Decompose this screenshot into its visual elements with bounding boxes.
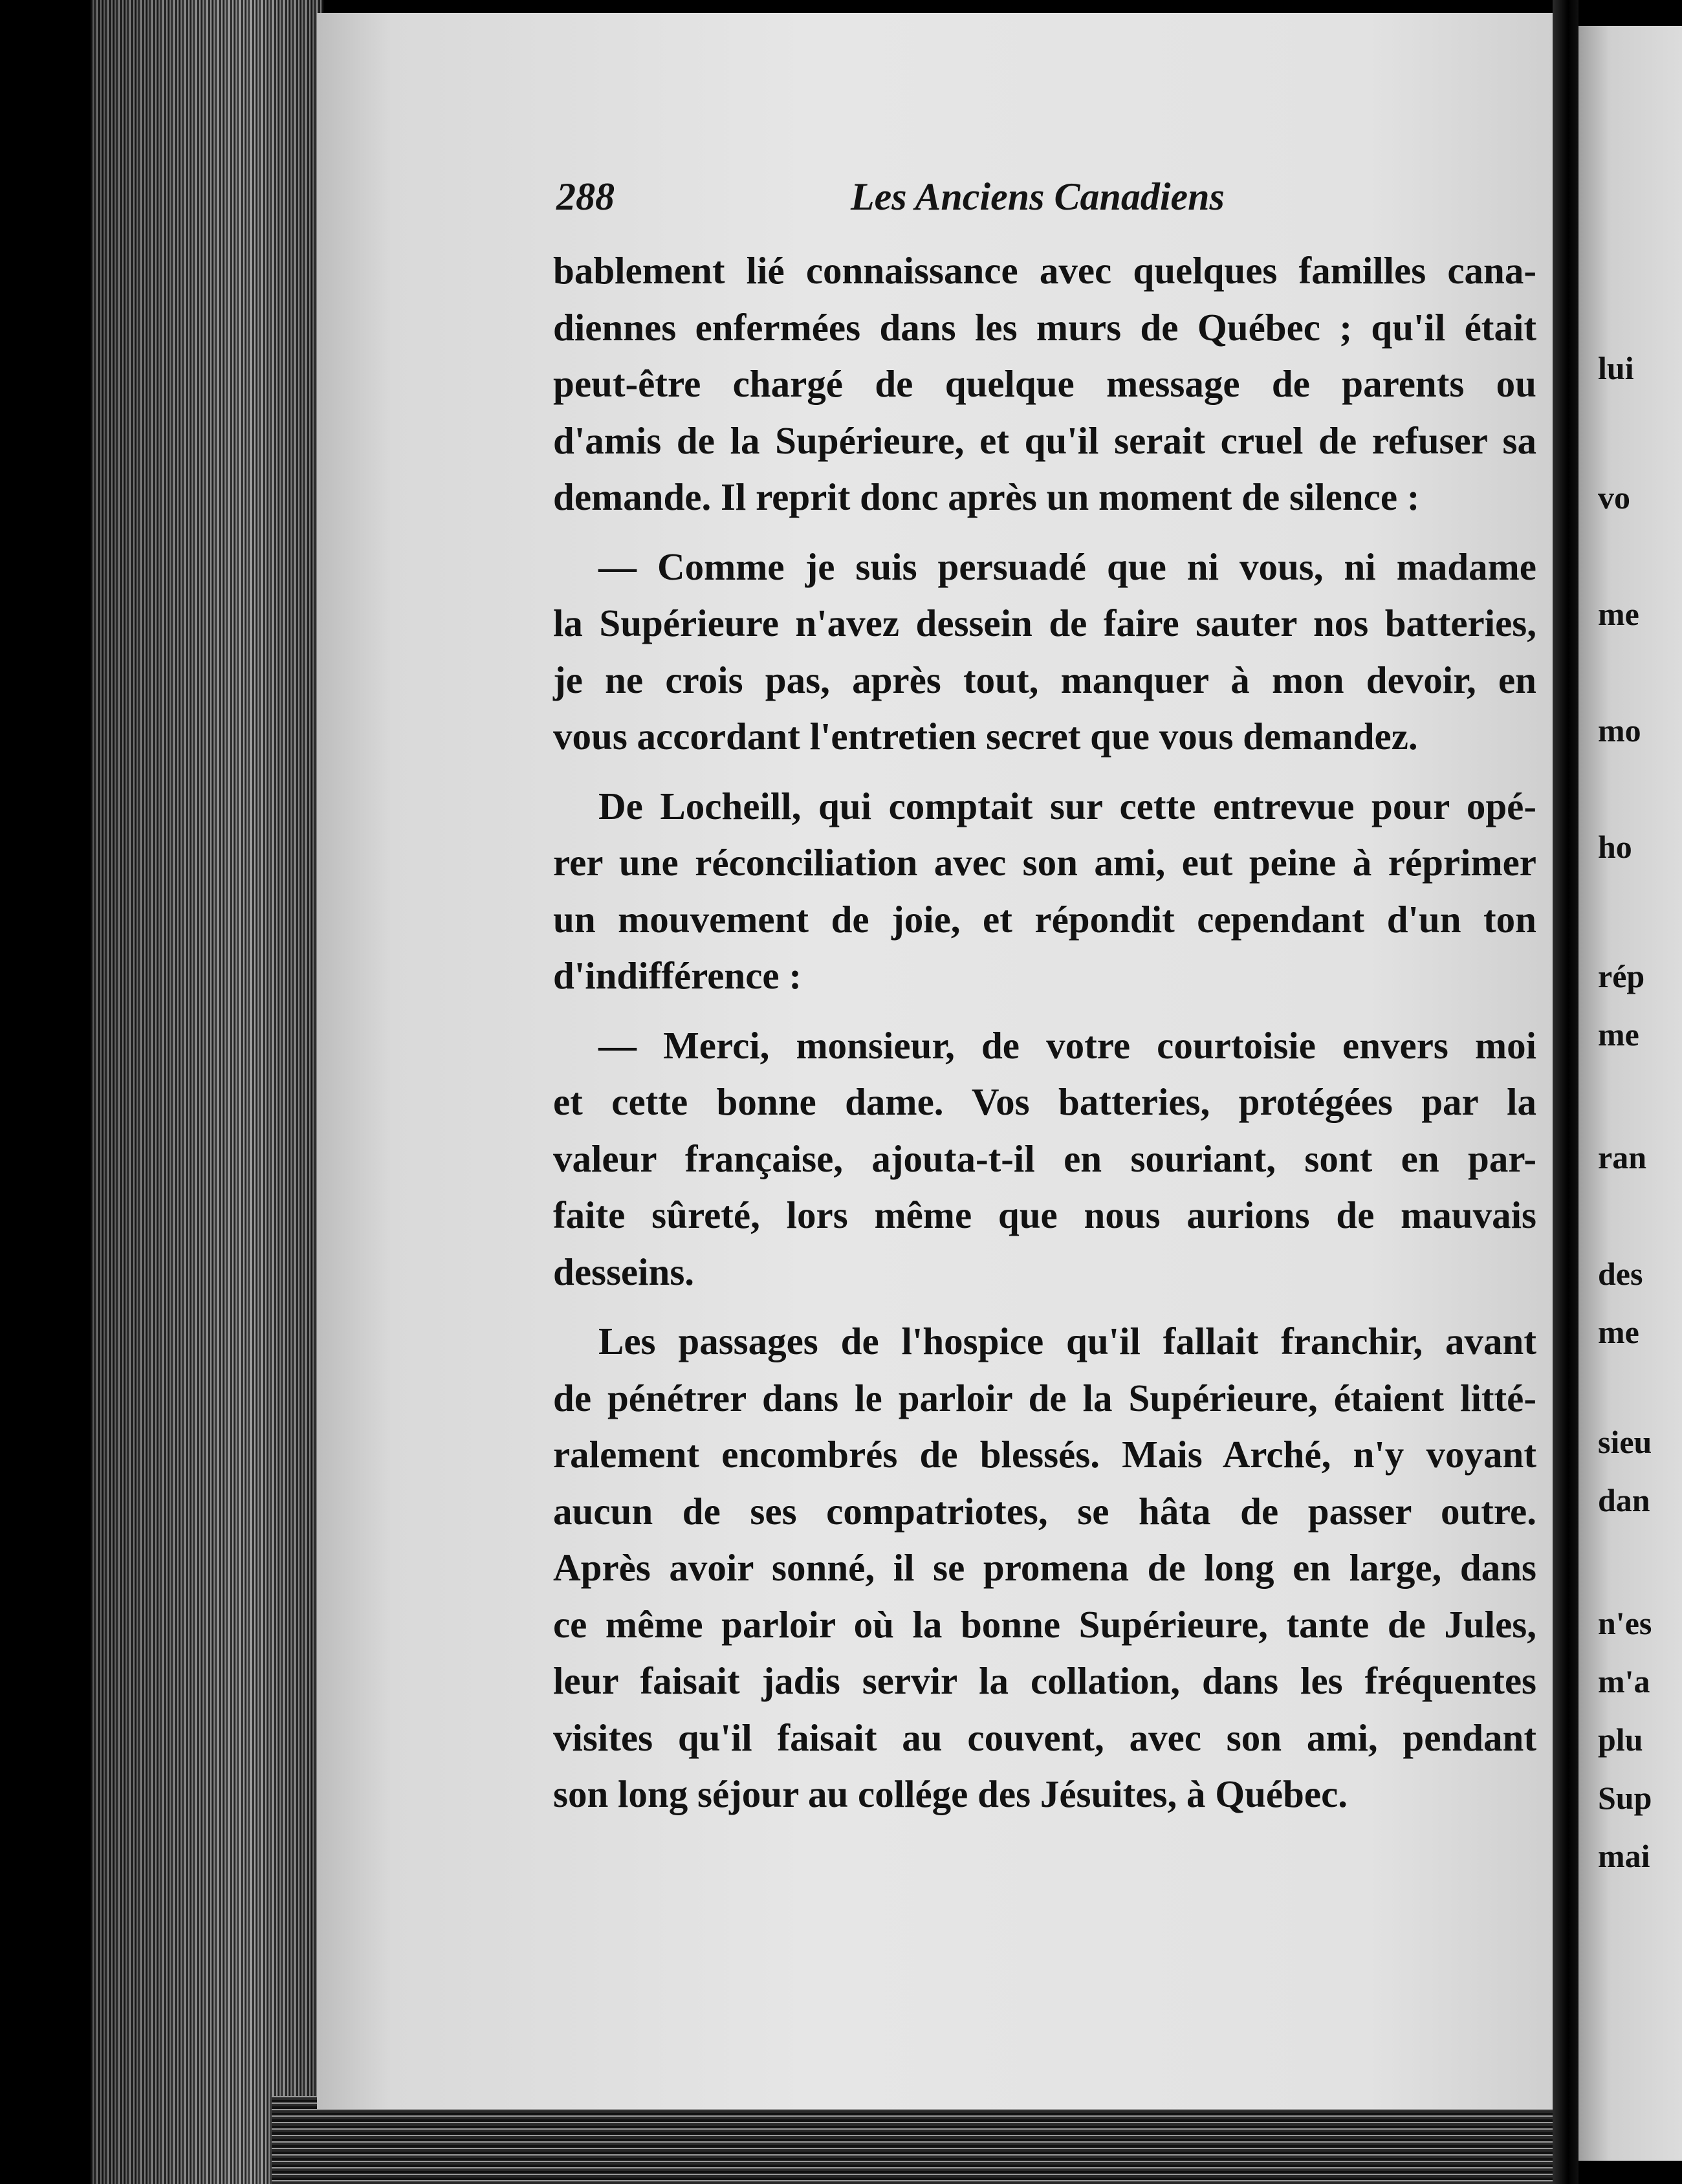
- running-title: Les Anciens Canadiens: [851, 175, 1225, 218]
- text-line: de pénétrer dans le parloir de la Supérieure, étaient litté-: [553, 1376, 1536, 1419]
- text-line: rer une réconciliation avec son ami, eut peine à réprimer: [553, 841, 1536, 884]
- text-line: je ne crois pas, après tout, manquer à mon devoir, en: [553, 658, 1536, 701]
- facing-page-fragment: plu: [1598, 1721, 1643, 1758]
- text-line: Les passages de l'hospice qu'il fallait franchir, avant: [598, 1320, 1536, 1362]
- text-line: vous accordant l'entretien secret que vous demandez.: [553, 715, 1418, 758]
- text-line: Après avoir sonné, il se promena de long en large, dans: [553, 1546, 1536, 1589]
- text-line: — Comme je suis persuadé que ni vous, ni madame: [598, 545, 1536, 588]
- text-line: valeur française, ajouta-t-il en souriant, sont en par-: [553, 1137, 1536, 1180]
- facing-page-fragment: vo: [1598, 479, 1630, 516]
- facing-page-fragment: m'a: [1598, 1663, 1650, 1699]
- text-line: un mouvement de joie, et répondit cependant d'un ton: [553, 897, 1536, 941]
- text-line: De Locheill, qui comptait sur cette entrevue pour opé-: [598, 784, 1536, 827]
- text-line: d'indifférence :: [553, 954, 802, 997]
- facing-page-fragment: sieu: [1598, 1424, 1652, 1460]
- text-line: ralement encombrés de blessés. Mais Arché, n'y voyant: [553, 1433, 1536, 1476]
- book-gutter: [1553, 0, 1578, 2184]
- facing-page: [1578, 26, 1682, 2161]
- text-line: desseins.: [553, 1250, 695, 1293]
- text-line: aucun de ses compatriotes, se hâta de passer outre.: [553, 1489, 1536, 1533]
- text-line: peut-être chargé de quelque message de parents ou: [553, 362, 1536, 405]
- text-line: bablement lié connaissance avec quelques familles cana-: [553, 249, 1536, 292]
- paragraph-1: [553, 243, 1536, 526]
- text-line: et cette bonne dame. Vos batteries, protégées par la: [553, 1080, 1536, 1123]
- text-line: — Merci, monsieur, de votre courtoisie envers moi: [598, 1023, 1536, 1067]
- book-page-edges: [91, 0, 323, 2184]
- facing-page-fragment: me: [1598, 1016, 1639, 1053]
- text-line: diennes enfermées dans les murs de Québec ; qu'il était: [553, 305, 1536, 349]
- text-line: leur faisait jadis servir la collation, dans les fréquentes: [553, 1659, 1536, 1702]
- facing-page-fragment: ran: [1598, 1139, 1646, 1175]
- facing-page-fragment: lui: [1598, 350, 1634, 386]
- text-line: son long séjour au collége des Jésuites, à Québec.: [553, 1773, 1348, 1815]
- facing-page-fragment: dan: [1598, 1482, 1650, 1518]
- facing-page-fragment: rép: [1598, 958, 1645, 994]
- paragraph-2: [553, 539, 1536, 765]
- text-line: la Supérieure n'avez dessein de faire sauter nos batteries,: [553, 602, 1536, 644]
- facing-page-fragment: ho: [1598, 829, 1632, 865]
- text-line: visites qu'il faisait au couvent, avec son ami, pendant: [553, 1716, 1536, 1759]
- paragraph-3: [553, 778, 1536, 1005]
- facing-page-fragment: me: [1598, 1314, 1639, 1350]
- text-line: faite sûreté, lors même que nous aurions de mauvais: [553, 1194, 1536, 1236]
- text-line: ce même parloir où la bonne Supérieure, tante de Jules,: [553, 1602, 1536, 1646]
- facing-page-fragment: des: [1598, 1256, 1643, 1292]
- facing-page-fragment: mai: [1598, 1838, 1650, 1874]
- facing-page-fragment: n'es: [1598, 1605, 1652, 1641]
- paragraph-4: [553, 1018, 1536, 1301]
- paragraph-5: [553, 1313, 1536, 1823]
- body-text: [553, 243, 1536, 1836]
- text-line: demande. Il reprit donc après un moment de silence :: [553, 475, 1420, 518]
- page-header: [556, 175, 1268, 233]
- facing-page-fragment: Sup: [1598, 1780, 1652, 1816]
- book-bottom-edge: [272, 2096, 1566, 2184]
- facing-page-fragment: mo: [1598, 712, 1641, 748]
- page-number: 288: [556, 175, 615, 218]
- facing-page-fragment: me: [1598, 596, 1639, 632]
- text-line: d'amis de la Supérieure, et qu'il serait cruel de refuser sa: [553, 419, 1536, 462]
